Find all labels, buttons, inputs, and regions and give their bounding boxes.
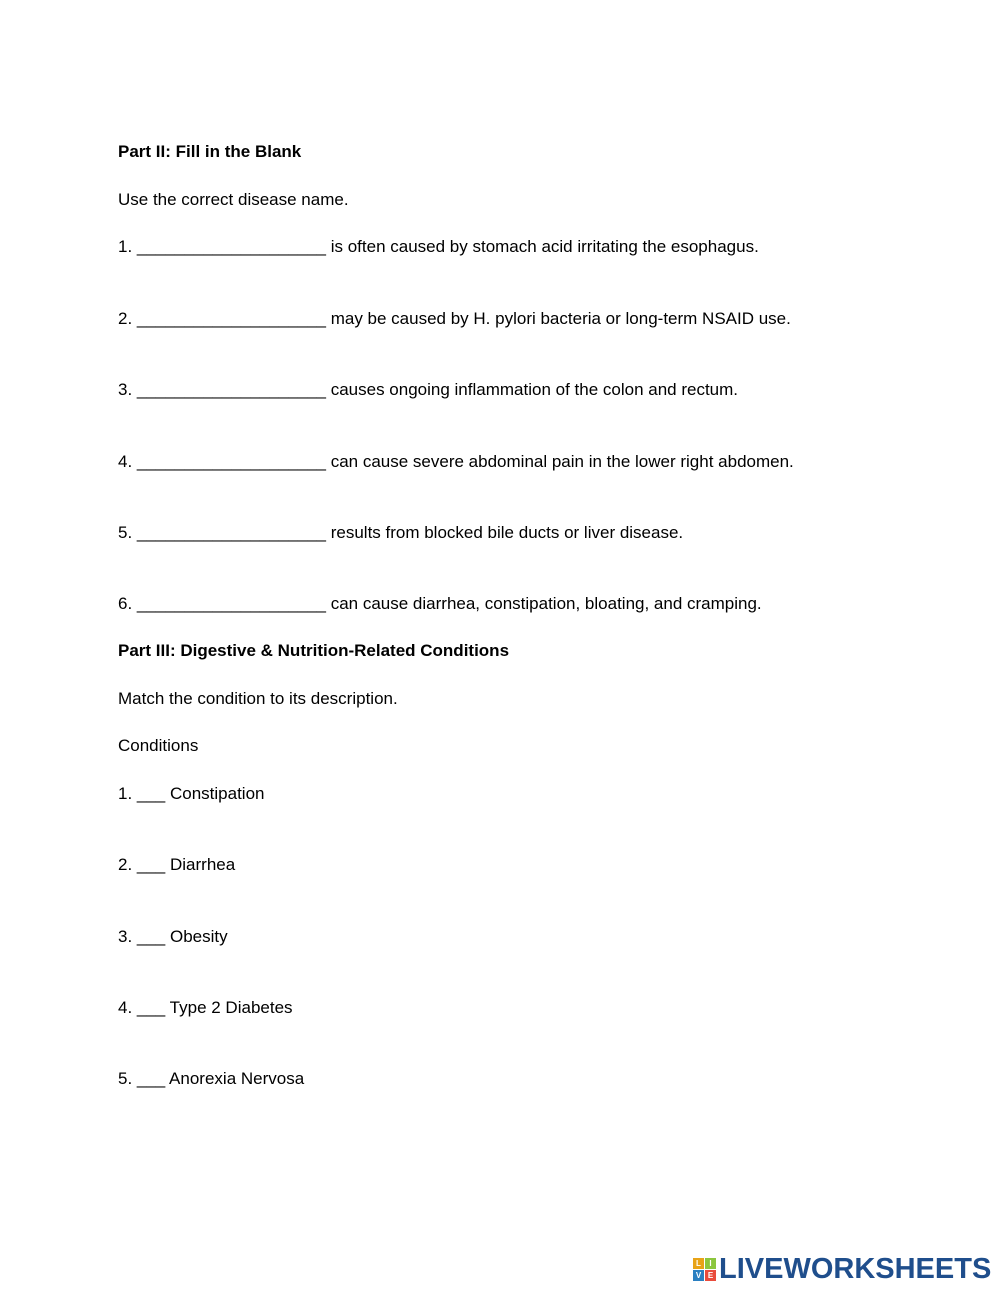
liveworksheets-logo [693,1254,991,1284]
liveworksheets-logo-icon [693,1258,716,1281]
fill-blank-item-3[interactable]: 3. ____________________ causes ongoing inflammation of the colon and rectum. [118,380,739,399]
fill-blank-item-1[interactable]: 1. ____________________ is often caused by stomach acid irritating the esophagus. [118,237,759,256]
condition-item-1[interactable]: 1. ___ Constipation [118,784,265,803]
logo-square-i: I [705,1258,716,1269]
part3-instruction: Match the condition to its description. [118,689,398,708]
condition-item-5[interactable]: 5. ___ Anorexia Nervosa [118,1069,305,1088]
logo-text: LIVEWORKSHEETS [719,1253,992,1285]
condition-item-2[interactable]: 2. ___ Diarrhea [118,855,236,874]
logo-square-e: E [705,1270,716,1281]
fill-blank-item-5[interactable]: 5. ____________________ results from blocked bile ducts or liver disease. [118,523,684,542]
condition-item-4[interactable]: 4. ___ Type 2 Diabetes [118,998,293,1017]
fill-blank-item-6[interactable]: 6. ____________________ can cause diarrhea, constipation, bloating, and cramping. [118,594,762,613]
part2-heading: Part II: Fill in the Blank [118,142,302,161]
conditions-label: Conditions [118,736,199,755]
fill-blank-item-4[interactable]: 4. ____________________ can cause severe abdominal pain in the lower right abdomen. [118,452,794,471]
fill-blank-item-2[interactable]: 2. ____________________ may be caused by H. pylori bacteria or long-term NSAID use. [118,309,791,328]
condition-item-3[interactable]: 3. ___ Obesity [118,927,228,946]
part3-heading: Part III: Digestive & Nutrition-Related Conditions [118,641,510,660]
logo-square-l: L [693,1258,704,1269]
logo-square-v: V [693,1270,704,1281]
part2-instruction: Use the correct disease name. [118,190,349,209]
